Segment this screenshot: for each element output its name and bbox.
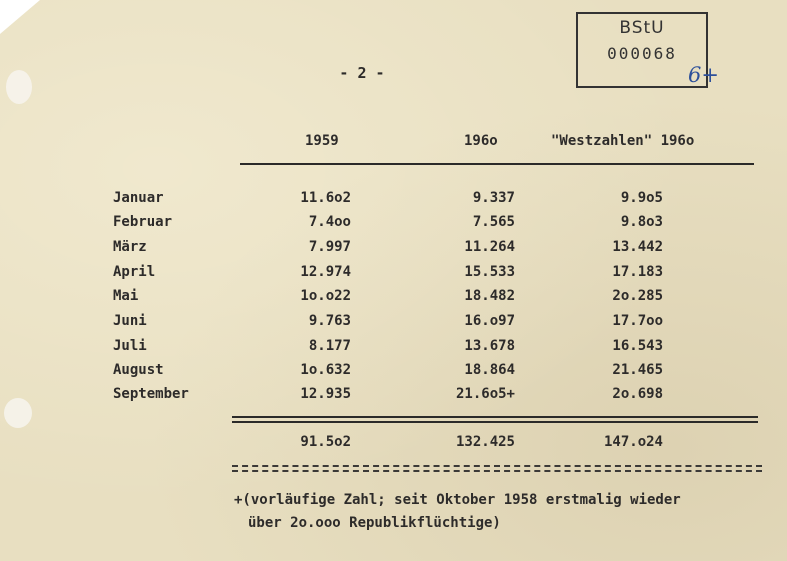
month-label: Juli <box>113 338 147 354</box>
month-label: August <box>113 362 164 378</box>
footnote-line-1: +(vorläufige Zahl; seit Oktober 1958 erstmalig wieder <box>234 492 681 508</box>
table-row <box>0 362 787 384</box>
folded-corner <box>0 0 40 34</box>
value-westzahlen-1960: 2o.698 <box>612 386 663 402</box>
value-westzahlen-1960: 2o.285 <box>612 288 663 304</box>
value-1959: 9.763 <box>308 313 351 329</box>
column-header-1960: 196o <box>464 133 498 149</box>
value-1959: 7.997 <box>308 239 351 255</box>
value-1959: 1o.632 <box>300 362 351 378</box>
sum-rule-second <box>232 421 758 423</box>
stamp-title: BStU <box>619 18 665 38</box>
page-number: - 2 - <box>339 64 385 82</box>
table-row <box>0 264 787 286</box>
handwritten-note: 6+ <box>688 63 719 87</box>
value-1960: 7.565 <box>472 214 515 230</box>
value-1960: 18.864 <box>464 362 515 378</box>
value-1960: 15.533 <box>464 264 515 280</box>
value-westzahlen-1960: 13.442 <box>612 239 663 255</box>
stamp-number: 000068 <box>607 44 677 63</box>
total-westzahlen-1960: 147.o24 <box>603 434 663 450</box>
value-westzahlen-1960: 9.9o5 <box>620 190 663 206</box>
value-1960: 9.337 <box>472 190 515 206</box>
month-label: September <box>113 386 189 402</box>
value-1960: 13.678 <box>464 338 515 354</box>
value-1959: 11.6o2 <box>300 190 351 206</box>
month-label: Februar <box>113 214 173 230</box>
table-row <box>0 338 787 360</box>
value-westzahlen-1960: 17.183 <box>612 264 663 280</box>
value-westzahlen-1960: 9.8o3 <box>620 214 663 230</box>
value-1959: 12.974 <box>300 264 351 280</box>
table-row <box>0 386 787 408</box>
value-westzahlen-1960: 16.543 <box>612 338 663 354</box>
month-label: März <box>113 239 147 255</box>
punch-hole <box>6 70 32 104</box>
column-header-1959: 1959 <box>305 133 339 149</box>
value-1960: 11.264 <box>464 239 515 255</box>
double-underline <box>232 465 762 472</box>
table-row <box>0 239 787 261</box>
header-rule <box>240 163 754 165</box>
value-1959: 8.177 <box>308 338 351 354</box>
value-1960: 16.o97 <box>464 313 515 329</box>
value-1960: 18.482 <box>464 288 515 304</box>
total-1959: 91.5o2 <box>300 434 351 450</box>
month-label: April <box>113 264 156 280</box>
value-1960: 21.6o5+ <box>455 386 515 402</box>
table-row <box>0 214 787 236</box>
month-label: Juni <box>113 313 147 329</box>
value-westzahlen-1960: 17.7oo <box>612 313 663 329</box>
value-1959: 7.4oo <box>308 214 351 230</box>
value-westzahlen-1960: 21.465 <box>612 362 663 378</box>
month-label: Mai <box>113 288 139 304</box>
value-1959: 1o.o22 <box>300 288 351 304</box>
table-row <box>0 313 787 335</box>
table-row <box>0 190 787 212</box>
total-1960: 132.425 <box>455 434 515 450</box>
footnote-line-2: über 2o.ooo Republikflüchtige) <box>248 515 501 531</box>
sum-rule <box>232 416 758 418</box>
table-row <box>0 288 787 310</box>
value-1959: 12.935 <box>300 386 351 402</box>
month-label: Januar <box>113 190 164 206</box>
column-header-westzahlen-1960: "Westzahlen" 196o <box>551 133 695 149</box>
